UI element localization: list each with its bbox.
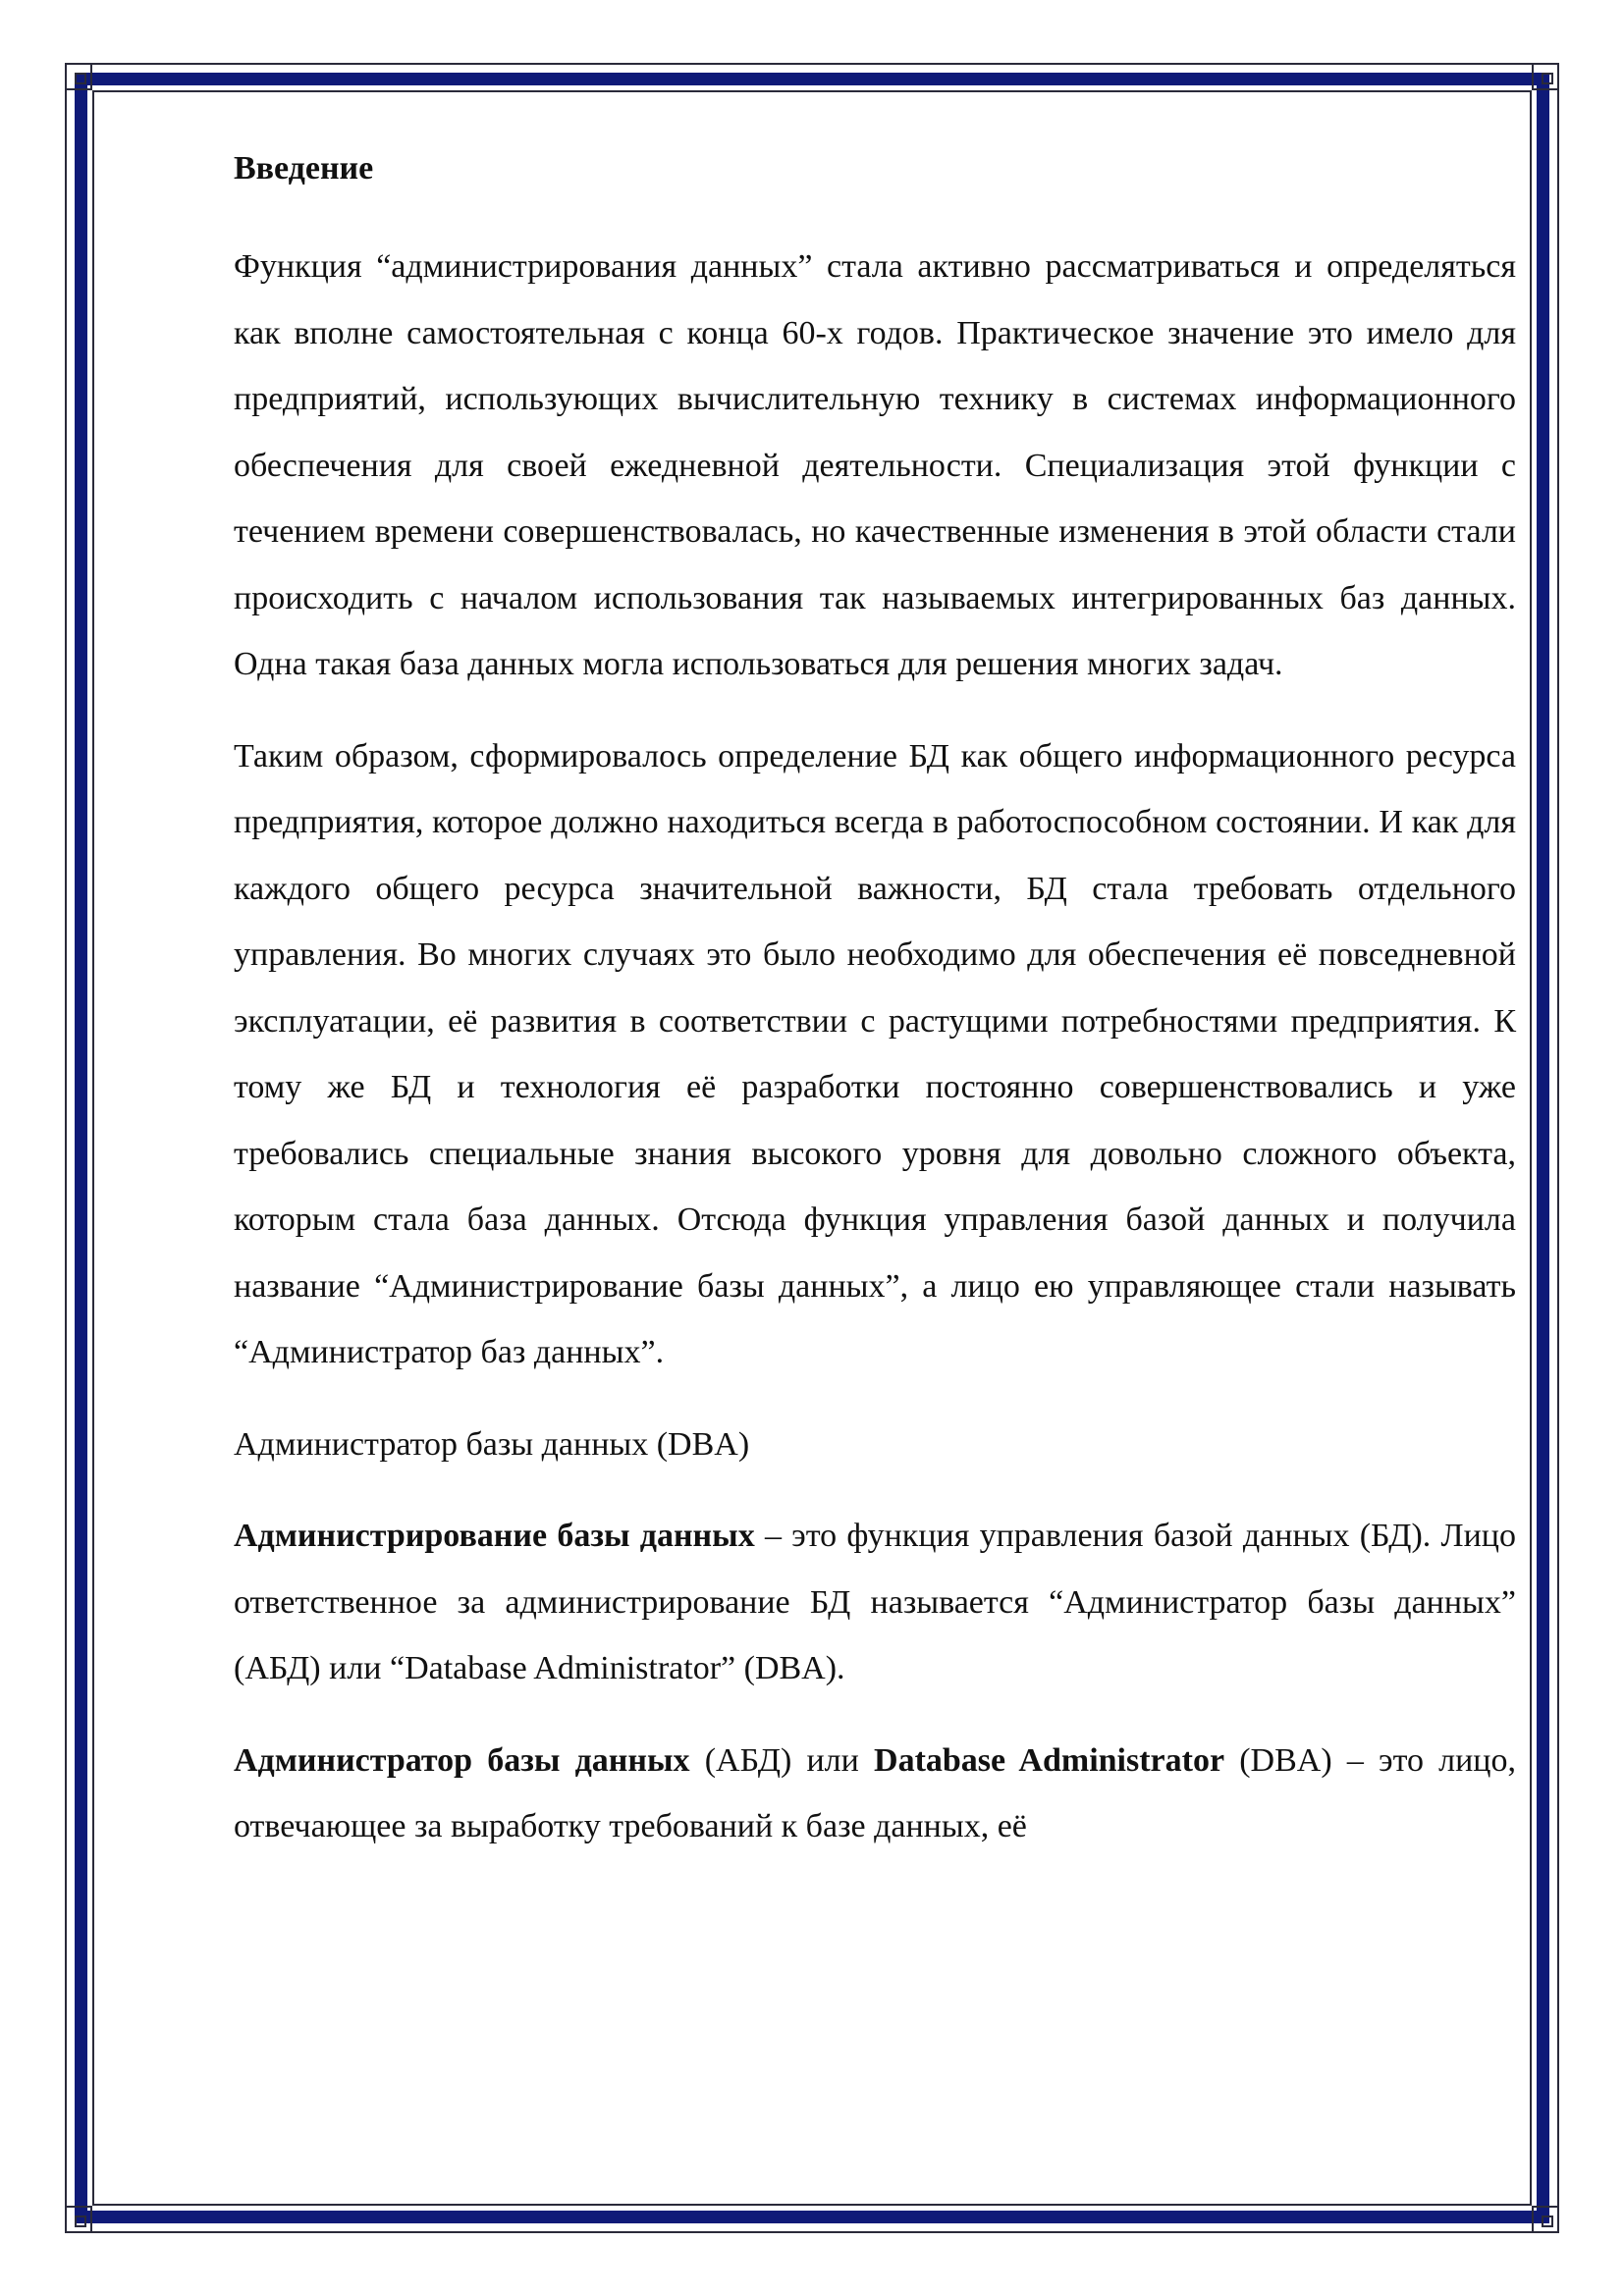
document-body [234, 147, 1516, 1886]
paragraph-intro [234, 234, 1516, 698]
paragraph-dba-title [234, 1412, 1516, 1478]
frame-corner-ornament [1532, 63, 1559, 90]
paragraph-administrator-definition [234, 1728, 1516, 1860]
section-heading: Введение [234, 150, 374, 187]
term-bold: Database Administrator [874, 1741, 1225, 1779]
paragraph-text: Администратор базы данных (DBA) [234, 1425, 750, 1463]
paragraph-text: – это функция управления базой данных (БД). Лицо ответственное за администрирование БД называется “Администратор базы данных” (АБД) или “Database Administrator” (DBA). [234, 1518, 1516, 1687]
frame-corner-ornament [1532, 2206, 1559, 2233]
term-bold: Администратор базы данных [234, 1741, 690, 1779]
paragraph-text: Функция “администрирования данных” стала активно рассматриваться и определяться как вполне самостоятельная с конца 60-х годов. Практическое значение это имело для предприятий, использующих вычислительную технику в системах информационного обеспечения для своей ежедневной деятельности. Специализация этой функции с течением времени совершенствовалась, но качественные изменения в этой области стали происходить с началом использования так называемых интегрированных баз данных. Одна такая база данных могла использоваться для решения многих задач. [234, 248, 1516, 683]
term-bold: Администрирование базы данных [234, 1518, 755, 1555]
paragraph-text: Таким образом, сформировалось определение БД как общего информационного ресурса предприятия, которое должно находиться всегда в работоспособном состоянии. И как для каждого общего ресурса значительной важности, БД стала требовать отдельного управления. Во многих случаях это было необходимо для обеспечения её повседневной эксплуатации, её развития в соответствии с растущими потребностями предприятия. К тому же БД и технология её разработки постоянно совершенствовались и уже требовались специальные знания высокого уровня для довольно сложного объекта, которым стала база данных. Отсюда функция управления базой данных и получила название “Администрирование базы данных”, а лицо ею управляющее стали называть “Администратор баз данных”. [234, 737, 1516, 1371]
paragraph-text: (АБД) или [689, 1741, 875, 1779]
frame-corner-ornament [65, 63, 92, 90]
paragraph-db-definition [234, 723, 1516, 1386]
frame-corner-ornament [65, 2206, 92, 2233]
paragraph-administration-definition [234, 1503, 1516, 1702]
paragraph-text: (DBA) – это лицо, отвечающее за выработку требований к базе данных, её [234, 1741, 1516, 1845]
